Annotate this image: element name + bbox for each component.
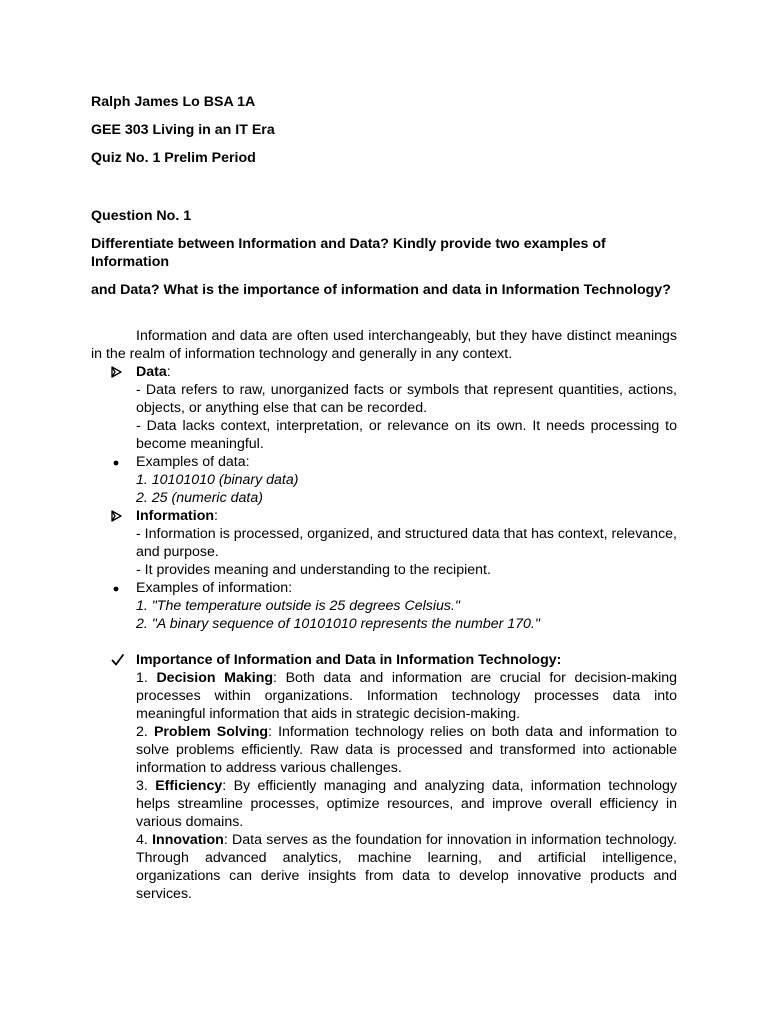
importance-item-1: 1. Decision Making: Both data and information are crucial for decision-making processes within organizations. Information technology processes data into meaningful information that aids in strategic decision-making. (136, 670, 677, 722)
information-point-2: - It provides meaning and understanding to the recipient. (136, 562, 491, 578)
round-bullet-icon (111, 579, 131, 597)
information-example-2: 2. "A binary sequence of 10101010 represents the number 170." (136, 616, 540, 632)
importance-item-2: 2. Problem Solving: Information technology relies on both data and information to solve problems efficiently. Raw data is processed and transformed into actionable information to address various challenges. (136, 724, 677, 776)
data-heading-line: Data: (136, 364, 171, 380)
information-section (136, 507, 677, 579)
information-heading: Information (136, 508, 215, 524)
data-example-2: 2. 25 (numeric data) (136, 490, 263, 506)
question-text-part1: Differentiate between Information and Data? Kindly provide two examples of Information (91, 236, 606, 270)
arrow-bullet-icon (111, 363, 131, 381)
importance-item-4: 4. Innovation: Data serves as the foundation for innovation in information technology. Through advanced analytics, machine learning, and artificial intelligence, organizations can derive insights from data to develop innovative products and services. (136, 832, 677, 902)
importance-term-3: Efficiency (155, 778, 223, 794)
question-number: Question No. 1 (91, 208, 192, 224)
data-point-1: - Data refers to raw, unorganized facts or symbols that represent quantities, actions, objects, or anything else that can be recorded. (136, 382, 677, 416)
data-heading: Data (136, 364, 167, 380)
data-examples-label: Examples of data: (136, 454, 250, 470)
data-examples (136, 453, 677, 507)
question-text-part2: and Data? What is the importance of information and data in Information Technology? (91, 282, 671, 298)
student-name-line: Ralph James Lo BSA 1A (91, 94, 256, 110)
data-section (136, 363, 677, 453)
importance-term-2: Problem Solving (153, 724, 269, 740)
arrow-bullet-icon (111, 507, 131, 525)
information-examples (136, 579, 677, 633)
importance-heading: Importance of Information and Data in Information Technology: (136, 652, 562, 668)
information-heading-line: Information: (136, 508, 218, 524)
round-bullet-icon (111, 453, 131, 471)
information-examples-label: Examples of information: (136, 580, 293, 596)
checkmark-bullet-icon (111, 651, 131, 669)
quiz-line: Quiz No. 1 Prelim Period (91, 150, 256, 166)
importance-section (136, 651, 677, 903)
data-point-2: - Data lacks context, interpretation, or relevance on its own. It needs processing to become meaningful. (136, 418, 677, 452)
information-example-1: 1. "The temperature outside is 25 degrees Celsius." (136, 598, 460, 614)
importance-item-3: 3. Efficiency: By efficiently managing and analyzing data, information technology helps streamline processes, optimize resources, and improve overall efficiency in various domains. (136, 778, 677, 830)
course-line: GEE 303 Living in an IT Era (91, 122, 275, 138)
intro-paragraph: Information and data are often used interchangeably, but they have distinct meanings in the realm of information technology and generally in any context. (91, 328, 677, 362)
importance-term-1: Decision Making (156, 670, 274, 686)
importance-term-4: Innovation (152, 832, 224, 848)
information-point-1: - Information is processed, organized, and structured data that has context, relevance, and purpose. (136, 526, 678, 560)
data-example-1: 1. 10101010 (binary data) (136, 472, 299, 488)
